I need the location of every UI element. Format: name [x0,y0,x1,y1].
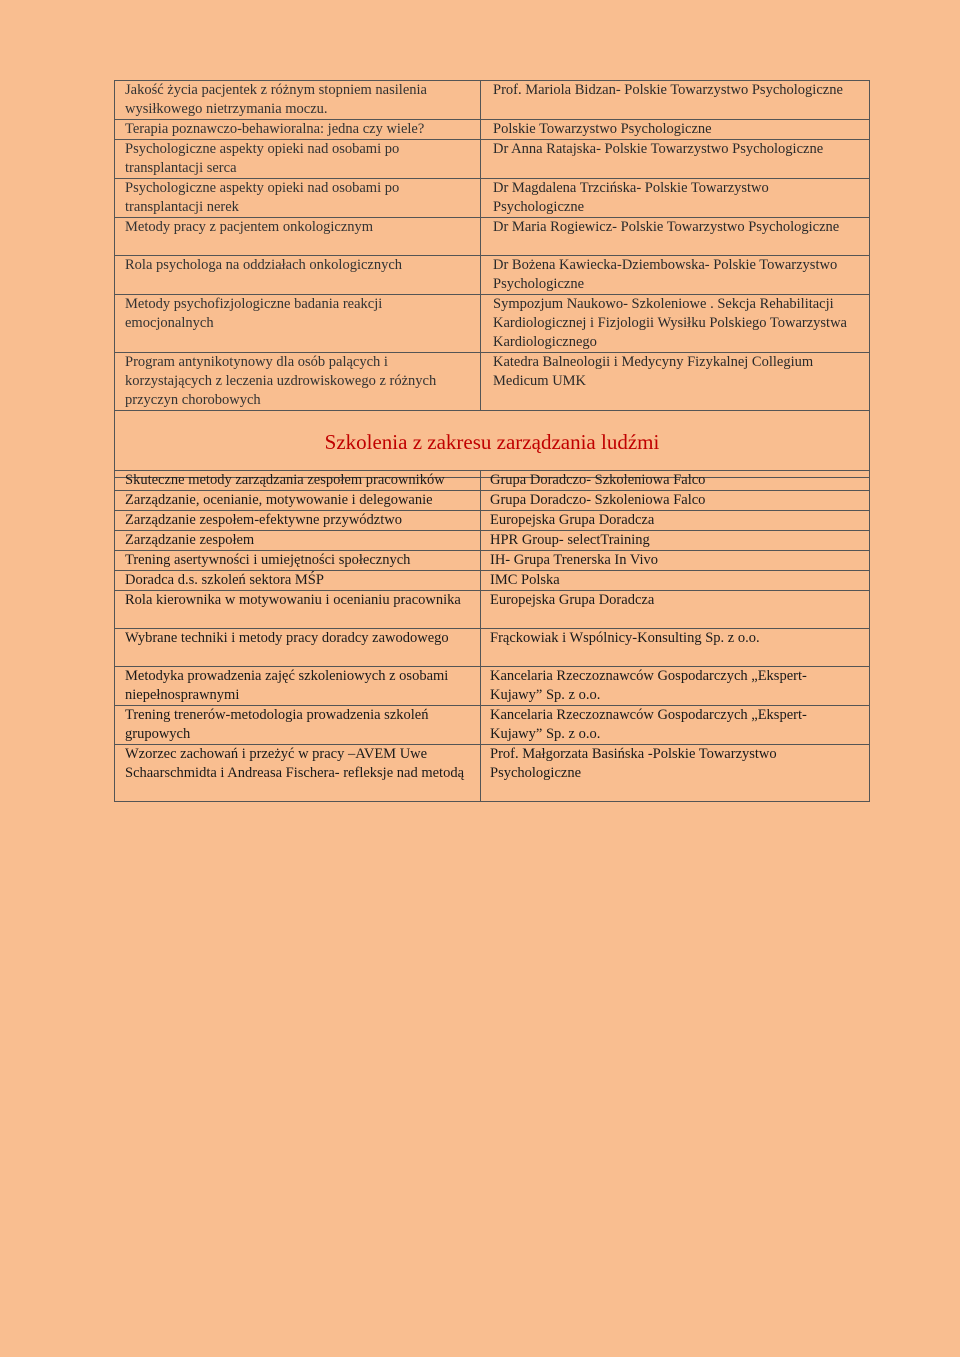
table-row [115,629,870,667]
training-provider: Katedra Balneologii i Medycyny Fizykalnej Collegium Medicum UMK [481,353,870,411]
training-topic: Trening asertywności i umiejętności społecznych [115,551,481,571]
training-topic: Zarządzanie zespołem [115,531,481,551]
bottom-table-body [115,471,870,802]
table-row [115,591,870,629]
table-row [115,706,870,745]
training-provider: Europejska Grupa Doradcza [481,511,870,531]
table-row [115,531,870,551]
training-topic: Psychologiczne aspekty opieki nad osobami po transplantacji serca [115,140,481,179]
training-topic: Wzorzec zachowań i przeżyć w pracy –AVEM Uwe Schaarschmidta i Andreasa Fischera- refleksje nad metodą [115,745,481,802]
training-provider: Polskie Towarzystwo Psychologiczne [481,120,870,140]
training-topic: Program antynikotynowy dla osób palących i korzystających z leczenia uzdrowiskowego z różnych przyczyn chorobowych [115,353,481,411]
table-row [115,491,870,511]
training-provider: Dr Bożena Kawiecka-Dziembowska- Polskie Towarzystwo Psychologiczne [481,256,870,295]
training-topic: Wybrane techniki i metody pracy doradcy zawodowego [115,629,481,667]
table-row [115,551,870,571]
training-provider: Dr Magdalena Trzcińska- Polskie Towarzystwo Psychologiczne [481,179,870,218]
training-table-psychology [114,80,870,478]
table-row [115,745,870,802]
section-heading: Szkolenia z zakresu zarządzania ludźmi [324,430,660,454]
table-row [115,140,870,179]
training-provider: Prof. Mariola Bidzan- Polskie Towarzystwo Psychologiczne [481,81,870,120]
training-topic: Metody pracy z pacjentem onkologicznym [115,218,481,256]
training-provider: Prof. Małgorzata Basińska -Polskie Towarzystwo Psychologiczne [481,745,870,802]
training-topic: Zarządzanie zespołem-efektywne przywództwo [115,511,481,531]
training-provider: IH- Grupa Trenerska In Vivo [481,551,870,571]
section-heading-row [115,411,870,478]
training-topic: Psychologiczne aspekty opieki nad osobami po transplantacji nerek [115,179,481,218]
training-topic: Metody psychofizjologiczne badania reakcji emocjonalnych [115,295,481,353]
table-row [115,511,870,531]
table-row [115,120,870,140]
training-topic: Jakość życia pacjentek z różnym stopniem nasilenia wysiłkowego nietrzymania moczu. [115,81,481,120]
top-table-body [115,81,870,478]
training-topic: Doradca d.s. szkoleń sektora MŚP [115,571,481,591]
table-row [115,81,870,120]
training-topic: Zarządzanie, ocenianie, motywowanie i delegowanie [115,491,481,511]
section-heading-cell [115,411,870,478]
table-row [115,571,870,591]
table-row [115,471,870,491]
training-topic: Trening trenerów-metodologia prowadzenia szkoleń grupowych [115,706,481,745]
training-provider: Sympozjum Naukowo- Szkoleniowe . Sekcja Rehabilitacji Kardiologicznej i Fizjologii Wysiłku Polskiego Towarzystwa Kardiologicznego [481,295,870,353]
training-topic: Metodyka prowadzenia zajęć szkoleniowych z osobami niepełnosprawnymi [115,667,481,706]
training-topic: Terapia poznawczo-behawioralna: jedna czy wiele? [115,120,481,140]
training-provider: Dr Anna Ratajska- Polskie Towarzystwo Psychologiczne [481,140,870,179]
training-provider: Frąckowiak i Wspólnicy-Konsulting Sp. z o.o. [481,629,870,667]
training-table-management [114,470,870,802]
training-topic: Rola psychologa na oddziałach onkologicznych [115,256,481,295]
table-row [115,218,870,256]
table-row [115,256,870,295]
training-provider: IMC Polska [481,571,870,591]
training-provider: Kancelaria Rzeczoznawców Gospodarczych „Ekspert-Kujawy” Sp. z o.o. [481,667,870,706]
table-row [115,179,870,218]
training-provider: Grupa Doradczo- Szkoleniowa Falco [481,491,870,511]
training-provider: HPR Group- selectTraining [481,531,870,551]
training-provider: Kancelaria Rzeczoznawców Gospodarczych „Ekspert-Kujawy” Sp. z o.o. [481,706,870,745]
table-row [115,353,870,411]
training-topic: Skuteczne metody zarządzania zespołem pracowników [115,471,481,491]
table-row [115,295,870,353]
table-row [115,667,870,706]
training-provider: Grupa Doradczo- Szkoleniowa Falco [481,471,870,491]
training-provider: Europejska Grupa Doradcza [481,591,870,629]
training-topic: Rola kierownika w motywowaniu i ocenianiu pracownika [115,591,481,629]
training-provider: Dr Maria Rogiewicz- Polskie Towarzystwo Psychologiczne [481,218,870,256]
